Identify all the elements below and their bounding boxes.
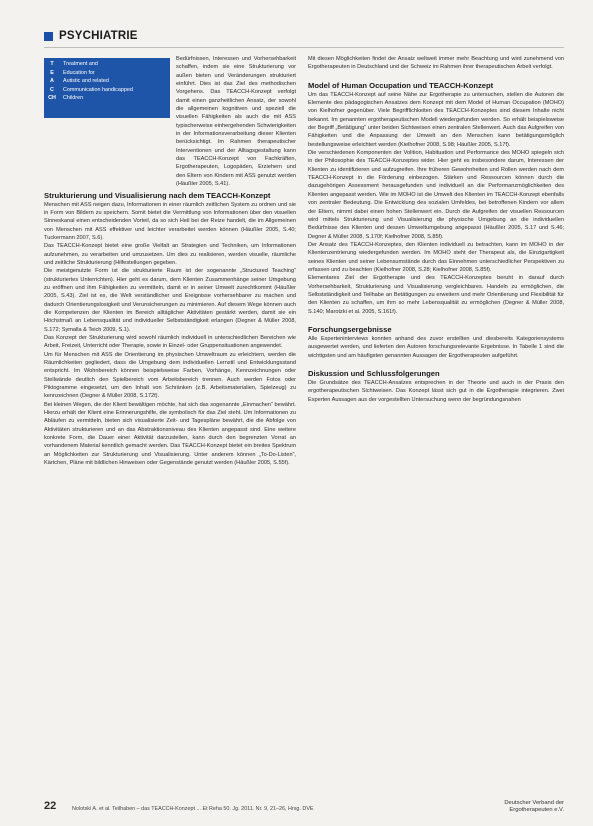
abbreviation-letter: T xyxy=(50,61,54,67)
heading-discussion: Diskussion und Schlussfolgerungen xyxy=(308,369,440,378)
abbreviation-row xyxy=(44,94,170,103)
left-paragraph-5: Das Konzept der Strukturierung wird sowohl räumlich individuell in unterschiedlichen Bereichen wie Arbeit, Freizeit, Unterricht oder Therapie, sowie in Einzel- oder Gruppensituationen angewendet. xyxy=(44,335,296,350)
heading-research-results: Forschungsergebnisse xyxy=(308,324,392,334)
right-paragraph-2: Um das TEACCH-Konzept auf seine Nähe zur Ergotherapie zu untersuchen, stellen die Autoren die Elemente des pädagogischen Ansatzes dem Konzept mit dem Model of Human Occupation (MOHO) von Kielhofner gegenüber. Viele Begrifflichkeiten des TEACCH-Konzeptes sind diesem Inhalte nicht bekannt. Im genannten ergotherapeutischen Modell wiedergefunden werden. So erhält beispielsweise der Begriff „Betätigung“ unter beiden Sichtweisen einen zentralen Stellenwert. Auch das Aufgreifen von Fähigkeiten und die Anpassung der Umwelt an den Menschen kann betätigungsmöglich bestellungsweise erleichtert werden (Kielhofner 2008, S.98; Häußler 2005, S.17f). xyxy=(308,91,564,148)
publisher-name xyxy=(504,800,564,814)
abbreviation-row xyxy=(44,86,170,95)
left-paragraph-4: Die meistgenutzte Form ist die strukturierte Raum ist der sogenannte „Structured Teaching“ (strukturiertes Unterrichten). Hier geht es darum, dem Klienten Zusammenhänge seiner Umgebung zu eröffnen und ihm Fähigkeiten zu vermitteln, damit er in seiner Umwelt zurechtkommt (Häußler 2005, S.43). Ziel ist es, die Welt verständlicher und Ereignisse vorhersehbarer zu machen und dadurch Orientierungslosigkeit und Verunsicherungen zu minimieren. Auf diesem Wege können auch die Kompetenzen der Klienten im Bereich alltäglicher Aktivitäten gestärkt werden, damit sie ein Höchstmaß an Lebensqualität und individueller Selbstständigkeit erlangen (Degner & Müller 2008, S.172; Symalla & Teich 2009, S.1). xyxy=(44,268,296,333)
section-header xyxy=(44,28,138,44)
heading-structuring: Strukturierung und Visualisierung nach dem TEACCH-Konzept xyxy=(44,190,271,200)
page-footer xyxy=(44,794,564,818)
right-paragraph-3: Die verschiedenen Komponenten der Volition, Habituation und Performance des MOHO spiegeln sich in der Philosophie des TEACCH-Konzeptes wider. Hier geht es insbesondere darum, Interessen der Klienten zu identifizieren und aufzugreifen. Ihre früheren Gewohnheiten und Rollen werden nach dem TEACCH-Konzept in die Förderung einbezogen. Stärken und Ressourcen können durch die dazugehörigen Assessment herausgefunden und individuell an die Performanzmöglichkeiten des Klienten angepasst werden. Wie im MOHO ist die Umwelt des Klienten im TEACCH-Konzept ebenfalls von zentraler Bedeutung. Die Entwicklung des sozialen Umfeldes, bei betroffenen Kindern vor allem der Eltern, nimmt dabei einen hohen Stellenwert ein. Durch die Aufgreifen der visuellen Ressourcen wird mittels Strukturierung und Visualisierung die physische Umgebung an die individuellen Bedürfnisse des Klienten und dessen Umweltumgebung angepasst (Häußler 2005, S.17 und S.46; Degner & Müller 2008, S.170f; Kielhofner 2008, S.85f). xyxy=(308,150,564,240)
header-divider xyxy=(44,47,564,48)
right-paragraph-5: Elementares Ziel der Ergotherapie und des TEACCH-Konzeptes beruht in darauf durch Vorhersehbarkeit, Strukturierung und Visualisierung vergleichbares. Handeln zu ermöglichen, die Selbstständigkeit und Teilhabe an Betätigungen zu erweitern und mehr Orientierung und Flexibilität für den Klienten zu schaffen, um ihm so mehr Lebensqualität zu ermöglichen (Degner & Müller 2008, S.140; Marotzki et al. 2005, S.161f). xyxy=(308,275,564,315)
right-paragraph-1: Mit diesen Möglichkeiten findet der Ansatz weltweit immer mehr Beachtung und wird zunehmend von Ergotherapeuten in Deutschland und der Schweiz im Rahmen ihrer therapeutischen Arbeit verfolgt. xyxy=(308,56,564,71)
abbreviation-row xyxy=(44,69,170,78)
left-paragraph-1: Bedürfnissen, Interessen und Vorhersehbarkeit schaffen, indem sie eine Strukturierung vor außen bieten und Veränderungen strukturiert einführt. Dies ist das Ziel des methodischen Vorgehens. Das TEACCH-Konzept verfolgt damit einen ganzheitlichen Ansatz, der sowohl die allgemeinen kognitiven und speziell die visuellen Fähigkeiten als auch die mit ASS typischerweise einhergehenden Schwierigkeiten in der Informationsverarbeitung dieser Klienten berücksichtigt. Im Rahmen therapeutischer Interventionen und der Alltagsgestaltung kann das TEACCH-Konzept von Fachkräften, Ergotherapeuten, Logopäden, Erziehern und den Eltern von Kindern mit ASS genutzt werden (Häußler 2005, S.41). xyxy=(176,56,296,188)
abbreviation-text: Communication handicapped xyxy=(63,86,133,93)
abbreviation-letter: C xyxy=(50,86,54,93)
abbreviation-letter: A xyxy=(50,78,54,85)
publisher-line-1: Deutscher Verband der xyxy=(504,800,564,806)
abbreviation-text: Education for xyxy=(63,69,95,76)
right-paragraph-4: Der Ansatz des TEACCH-Konzeptes, den Klienten individuell zu betrachten, kann im MOHO in der Klientenzentrierung wiedergefunden werden. Im MOHO steht der Therapeut als, die Einzigartigkeit seines Klienten und seiner Lebensumstände durch das Einnehmen unterschiedlicher Perspektiven zu erfassen und zu beachten (Kielhofner 2008, S.28; Kielhofner 2008, S.85f). xyxy=(308,241,564,273)
abbreviation-row xyxy=(44,77,170,86)
left-paragraph-2: Menschen mit ASS neigen dazu, Informationen in einer räumlich zeitlichen System zu ordnen und sie in Form von Bildern zu speichern. Somit bietet die Vermittlung von Informationen über den visuellen Sinneskanal einen entscheidenden Vorteil, da so sich Heil bei der Reize handelt, die im Allgemeinen von Menschen mit ASS effektiver und leichter verarbeitet werden können (Häußler 2005, S.40; Tuckermann 2007, S.6). xyxy=(44,201,296,241)
right-paragraph-6: Alle Experteninterviews konnten anhand des zuvor erstellten und diesbereits Kategoriensystems ausgewertet werden, und lieferten den Autoren forschungsrelevante Ergebnisse. In Tabelle 1 sind die wichtigsten und am häufigsten genannten Aussagen der Ergotherapeuten aufgeführt. xyxy=(308,335,564,359)
right-paragraph-7: Die Grundsätze des TEACCH-Ansatzes entsprechen in der Theorie und auch in der Praxis den ergotherapeutischen Sichtweisen. Das Konzept lässt sich gut in die Ergotherapie integrieren. Zwei Experten Aussagen aus der vorgestellten Untersuchung wenn der begründungsnahen xyxy=(308,380,564,403)
abbreviation-letter: E xyxy=(50,69,54,76)
abbreviation-letter: CH xyxy=(48,95,56,102)
teacch-abbreviation-box xyxy=(44,58,170,118)
section-title: PSYCHIATRIE xyxy=(59,30,138,42)
section-marker-square xyxy=(44,32,53,41)
page-number: 22 xyxy=(44,800,57,812)
abbreviation-row xyxy=(44,60,170,69)
left-paragraph-3: Das TEACCH-Konzept bietet eine große Vielfalt an Strategien und Techniken, um Informationen aufzunehmen, zu verarbeiten und umzusetzen. Um dies zu realisieren, werden visuelle, räumliche und zeitliche Strukturierung (Hilfestellungen gegeben. xyxy=(44,243,296,266)
right-column xyxy=(308,55,564,404)
abbreviation-text: Autistic and related xyxy=(63,78,109,85)
left-paragraph-7: Bei kleinen Wegen, die der Klient bewältigen möchte, hat sich das sogenannte „Einmachen“ bewährt. Hierzu erhält der Klient eine Erinnerungshilfe, die symbolisch für das Ziel steht. Um Informationen zu Abläufen zu vermitteln, bieten sich visualisierte Zeit- und Tagespläne bewährt, die die Abfolge von Aktivitäten strukturieren und an das Abstraktionsniveau des Klienten angepasst sind. Eine weitere konkrete Form, die Dauer einer Aktivität darzustellen, kann durch den begrenzten Vorrat an vorhandenem Material kenntlich gemacht werden. Das TEACCH-Konzept bietet ein breites Spektrum an Möglichkeiten zur Strukturierung und Visualisierung. Unter anderem können „To-Do-Listen“, Kärtchen, Pläne mit bildlichen Hinweisen oder Gegenstände genutzt werden (Häußler 2005, S.55f). xyxy=(44,401,296,467)
footer-citation: Nolotski A. et al. Teilhaben – das TEACCH-Konzept ... Et Reha 50. Jg. 2011. Nr. 9, 21–26, Hrsg. DVE xyxy=(72,806,314,812)
publisher-line-2: Ergotherapeuten e.V. xyxy=(509,807,564,814)
abbreviation-text: Treatment and xyxy=(63,61,98,67)
left-paragraph-6: Um für Menschen mit ASS die Orientierung im physischen Umweltraum zu erleichtern, werden die Räumlichkeiten gegliedert, dass die Umgebung dem individuellen Lernstil und Entwicklungsstand entspricht. Im Wohnbereich können beispielsweise Farben, Vorhänge, Kennzeichnungen oder Stellwände deutlich den Spielbereich vom Arbeitsbereich trennen. Auch werden Fotos oder Piktogramme eingesetzt, um den Inhalt von Schränken (z.B. Arbeitsmaterialien, Spielzeug) zu kennzeichnen (Degner & Müller 2008, S.172f). xyxy=(44,351,296,400)
heading-moho-teacch: Model of Human Occupation und TEACCH-Konzept xyxy=(308,80,494,90)
abbreviation-text: Children xyxy=(63,95,84,102)
